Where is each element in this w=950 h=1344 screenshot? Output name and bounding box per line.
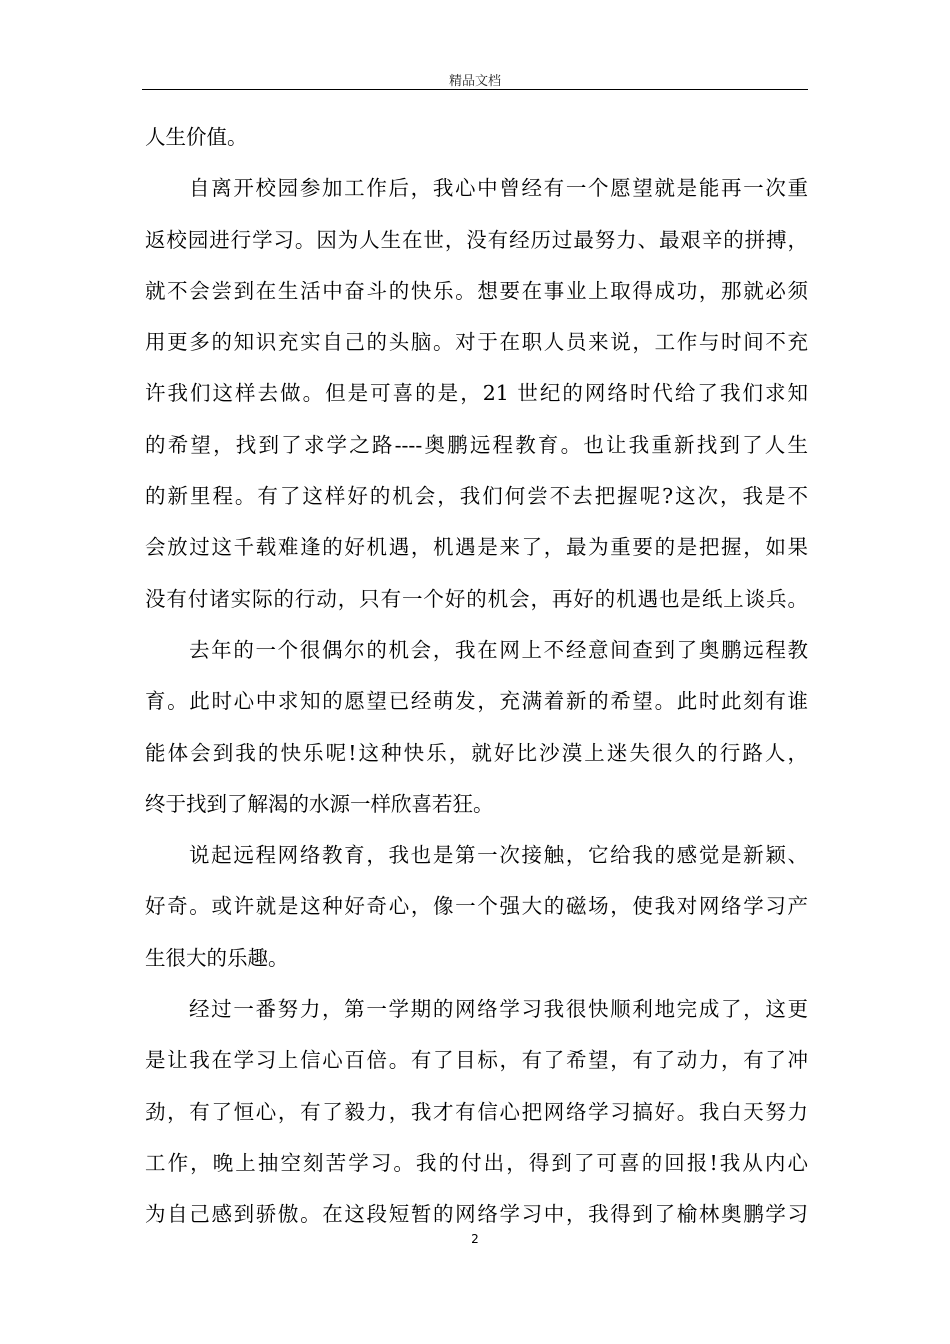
text-line: 生很大的乐趣。 — [145, 945, 289, 970]
text-line: 会放过这千载难逢的好机遇，机遇是来了，最为重要的是把握，如果 — [145, 535, 808, 560]
text-line: 没有付诸实际的行动，只有一个好的机会，再好的机遇也是纸上谈兵。 — [145, 586, 808, 611]
text-line: 经过一番努力，第一学期的网络学习我很快顺利地完成了，这更 — [189, 997, 808, 1022]
text-line: 好奇。或许就是这种好奇心，像一个强大的磁场，使我对网络学习产 — [145, 894, 808, 919]
text-line: 为自己感到骄傲。在这段短暂的网络学习中，我得到了榆林奥鹏学习 — [145, 1202, 808, 1227]
document-body — [145, 112, 808, 1241]
text-line: 是让我在学习上信心百倍。有了目标，有了希望，有了动力，有了冲 — [145, 1048, 808, 1073]
page-header-title: 精品文档 — [448, 74, 501, 89]
header-divider — [142, 89, 808, 90]
text-line: 就不会尝到在生活中奋斗的快乐。想要在事业上取得成功，那就必须 — [145, 278, 808, 303]
text-line: 去年的一个很偶尔的机会，我在网上不经意间查到了奥鹏远程教 — [189, 637, 808, 662]
text-line: 工作，晚上抽空刻苦学习。我的付出，得到了可喜的回报!我从内心 — [145, 1150, 808, 1175]
text-line: 终于找到了解渴的水源一样欣喜若狂。 — [145, 791, 494, 816]
text-line: 人生价值。 — [145, 125, 248, 149]
text-line: 自离开校园参加工作后，我心中曾经有一个愿望就是能再一次重 — [189, 176, 808, 201]
page-number: 2 — [471, 1232, 479, 1246]
text-line: 用更多的知识充实自己的头脑。对于在职人员来说，工作与时间不充 — [145, 330, 808, 355]
text-line: 劲，有了恒心，有了毅力，我才有信心把网络学习搞好。我白天努力 — [145, 1099, 808, 1124]
text-line: 说起远程网络教育，我也是第一次接触，它给我的感觉是新颖、 — [189, 843, 808, 868]
text-line: 的希望，找到了求学之路----奥鹏远程教育。也让我重新找到了人生 — [145, 432, 808, 457]
text-line: 许我们这样去做。但是可喜的是，21 世纪的网络时代给了我们求知 — [145, 381, 808, 406]
text-line: 返校园进行学习。因为人生在世，没有经历过最努力、最艰辛的拼搏， — [145, 227, 808, 252]
text-line: 能体会到我的快乐呢!这种快乐，就好比沙漠上迷失很久的行路人， — [145, 740, 808, 765]
text-line: 育。此时心中求知的愿望已经萌发，充满着新的希望。此时此刻有谁 — [145, 689, 808, 714]
text-line: 的新里程。有了这样好的机会，我们何尝不去把握呢?这次，我是不 — [145, 484, 808, 509]
